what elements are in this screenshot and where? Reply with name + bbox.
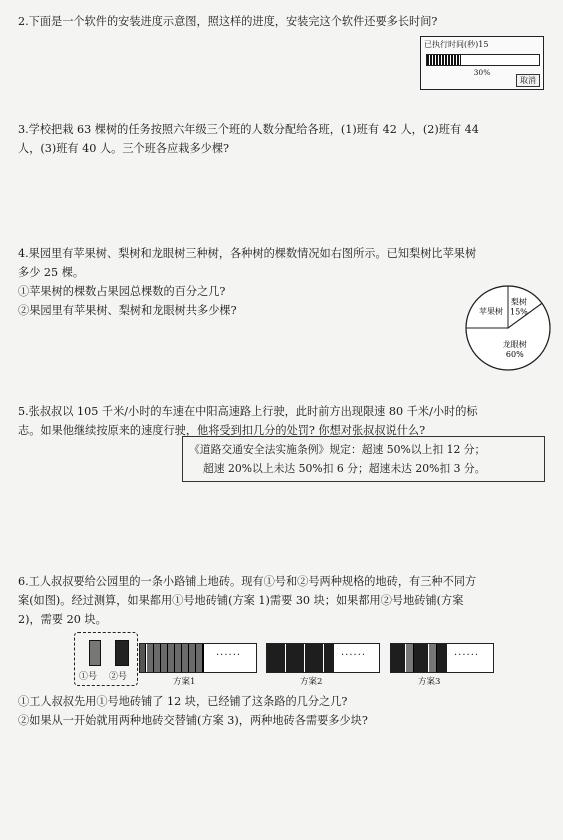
question-4-sub-2: ②果园里有苹果树、梨树和龙眼树共多少棵?	[18, 304, 237, 317]
question-6-line-3: 2)，需要 20 块。	[18, 613, 107, 626]
traffic-regulation-box	[182, 436, 545, 482]
progress-bar	[426, 54, 540, 66]
regulation-line-1: 《道路交通安全法实施条例》规定：超速 50%以上扣 12 分；	[189, 443, 486, 456]
question-5-line-2: 志。如果他继续按原来的速度行驶，他将受到扣几分的处罚? 你想对张叔叔说什么?	[18, 424, 426, 437]
plan-3-dots: ······	[454, 650, 480, 661]
plan-2-strip	[266, 643, 380, 673]
progress-percent-text: 30%	[473, 68, 491, 77]
plan-3-strip	[390, 643, 494, 673]
question-4	[18, 244, 476, 320]
pie-label-0: 梨树	[510, 297, 527, 307]
progress-bar-fill	[427, 55, 461, 65]
pie-label-2: 苹果树	[479, 307, 504, 317]
question-6-line-2: 案(如图)。经过测算，如果都用①号地砖铺(方案 1)需要 30 块；如果都用②号地砖铺(方案	[18, 594, 464, 607]
question-3-line-2: 人，(3)班有 40 人。三个班各应栽多少棵?	[18, 142, 230, 155]
tile-2-label: ②号	[109, 672, 128, 682]
question-3-line-1: 3.学校把栽 63 棵树的任务按照六年级三个班的人数分配给各班，(1)班有 42 人，(2)班有 44	[18, 123, 479, 136]
question-4-sub-1: ①苹果树的棵数占果园总棵数的百分之几?	[18, 285, 226, 298]
question-6-sub-2: ②如果从一开始就用两种地砖交替铺(方案 3)，两种地砖各需要多少块?	[18, 714, 368, 727]
install-progress-window	[420, 36, 544, 90]
pie-label-1: 龙眼树	[502, 339, 527, 349]
question-4-line-2: 多少 25 棵。	[18, 266, 85, 279]
tile-types-box	[74, 632, 138, 686]
question-6-sub-1: ①工人叔叔先用①号地砖铺了 12 块，已经铺了这条路的几分之几?	[18, 695, 348, 708]
question-6-subquestions	[18, 692, 368, 730]
question-4-line-1: 4.果园里有苹果树、梨树和龙眼树三种树，各种树的棵数情况如右图所示。已知梨树比苹果树	[18, 247, 477, 260]
plan-1-dots: ······	[216, 650, 242, 661]
question-6	[18, 572, 476, 629]
question-2	[18, 12, 437, 31]
question-5-line-1: 5.张叔叔以 105 千米/小时的车速在中阳高速路上行驶，此时前方出现限速 80 千米/小时的标	[18, 405, 478, 418]
cancel-button[interactable]: 取消	[516, 74, 540, 87]
orchard-pie-chart	[458, 278, 558, 378]
plan-1-strip	[139, 643, 257, 673]
pie-value-0: 15%	[510, 307, 528, 317]
plan-1-label: 方案1	[173, 677, 196, 687]
plan-2-label: 方案2	[300, 677, 323, 687]
question-2-text: 2.下面是一个软件的安装进度示意图，照这样的进度，安装完这个软件还要多长时间?	[18, 15, 438, 28]
regulation-line-2: 超速 20%以上未达 50%扣 6 分；超速未达 20%扣 3 分。	[203, 462, 486, 475]
elapsed-time-label: 已执行时间(秒)15	[424, 40, 489, 49]
question-3	[18, 120, 479, 158]
plan-3-label: 方案3	[418, 677, 441, 687]
question-6-line-1: 6.工人叔叔要给公园里的一条小路铺上地砖。现有①号和②号两种规格的地砖，有三种不同方	[18, 575, 477, 588]
tile-1-shape	[89, 640, 101, 666]
tile-1-label: ①号	[79, 672, 98, 682]
tile-2-shape	[115, 640, 129, 666]
question-5	[18, 402, 478, 440]
pie-value-1: 60%	[505, 349, 524, 359]
plan-2-dots: ······	[341, 650, 367, 661]
